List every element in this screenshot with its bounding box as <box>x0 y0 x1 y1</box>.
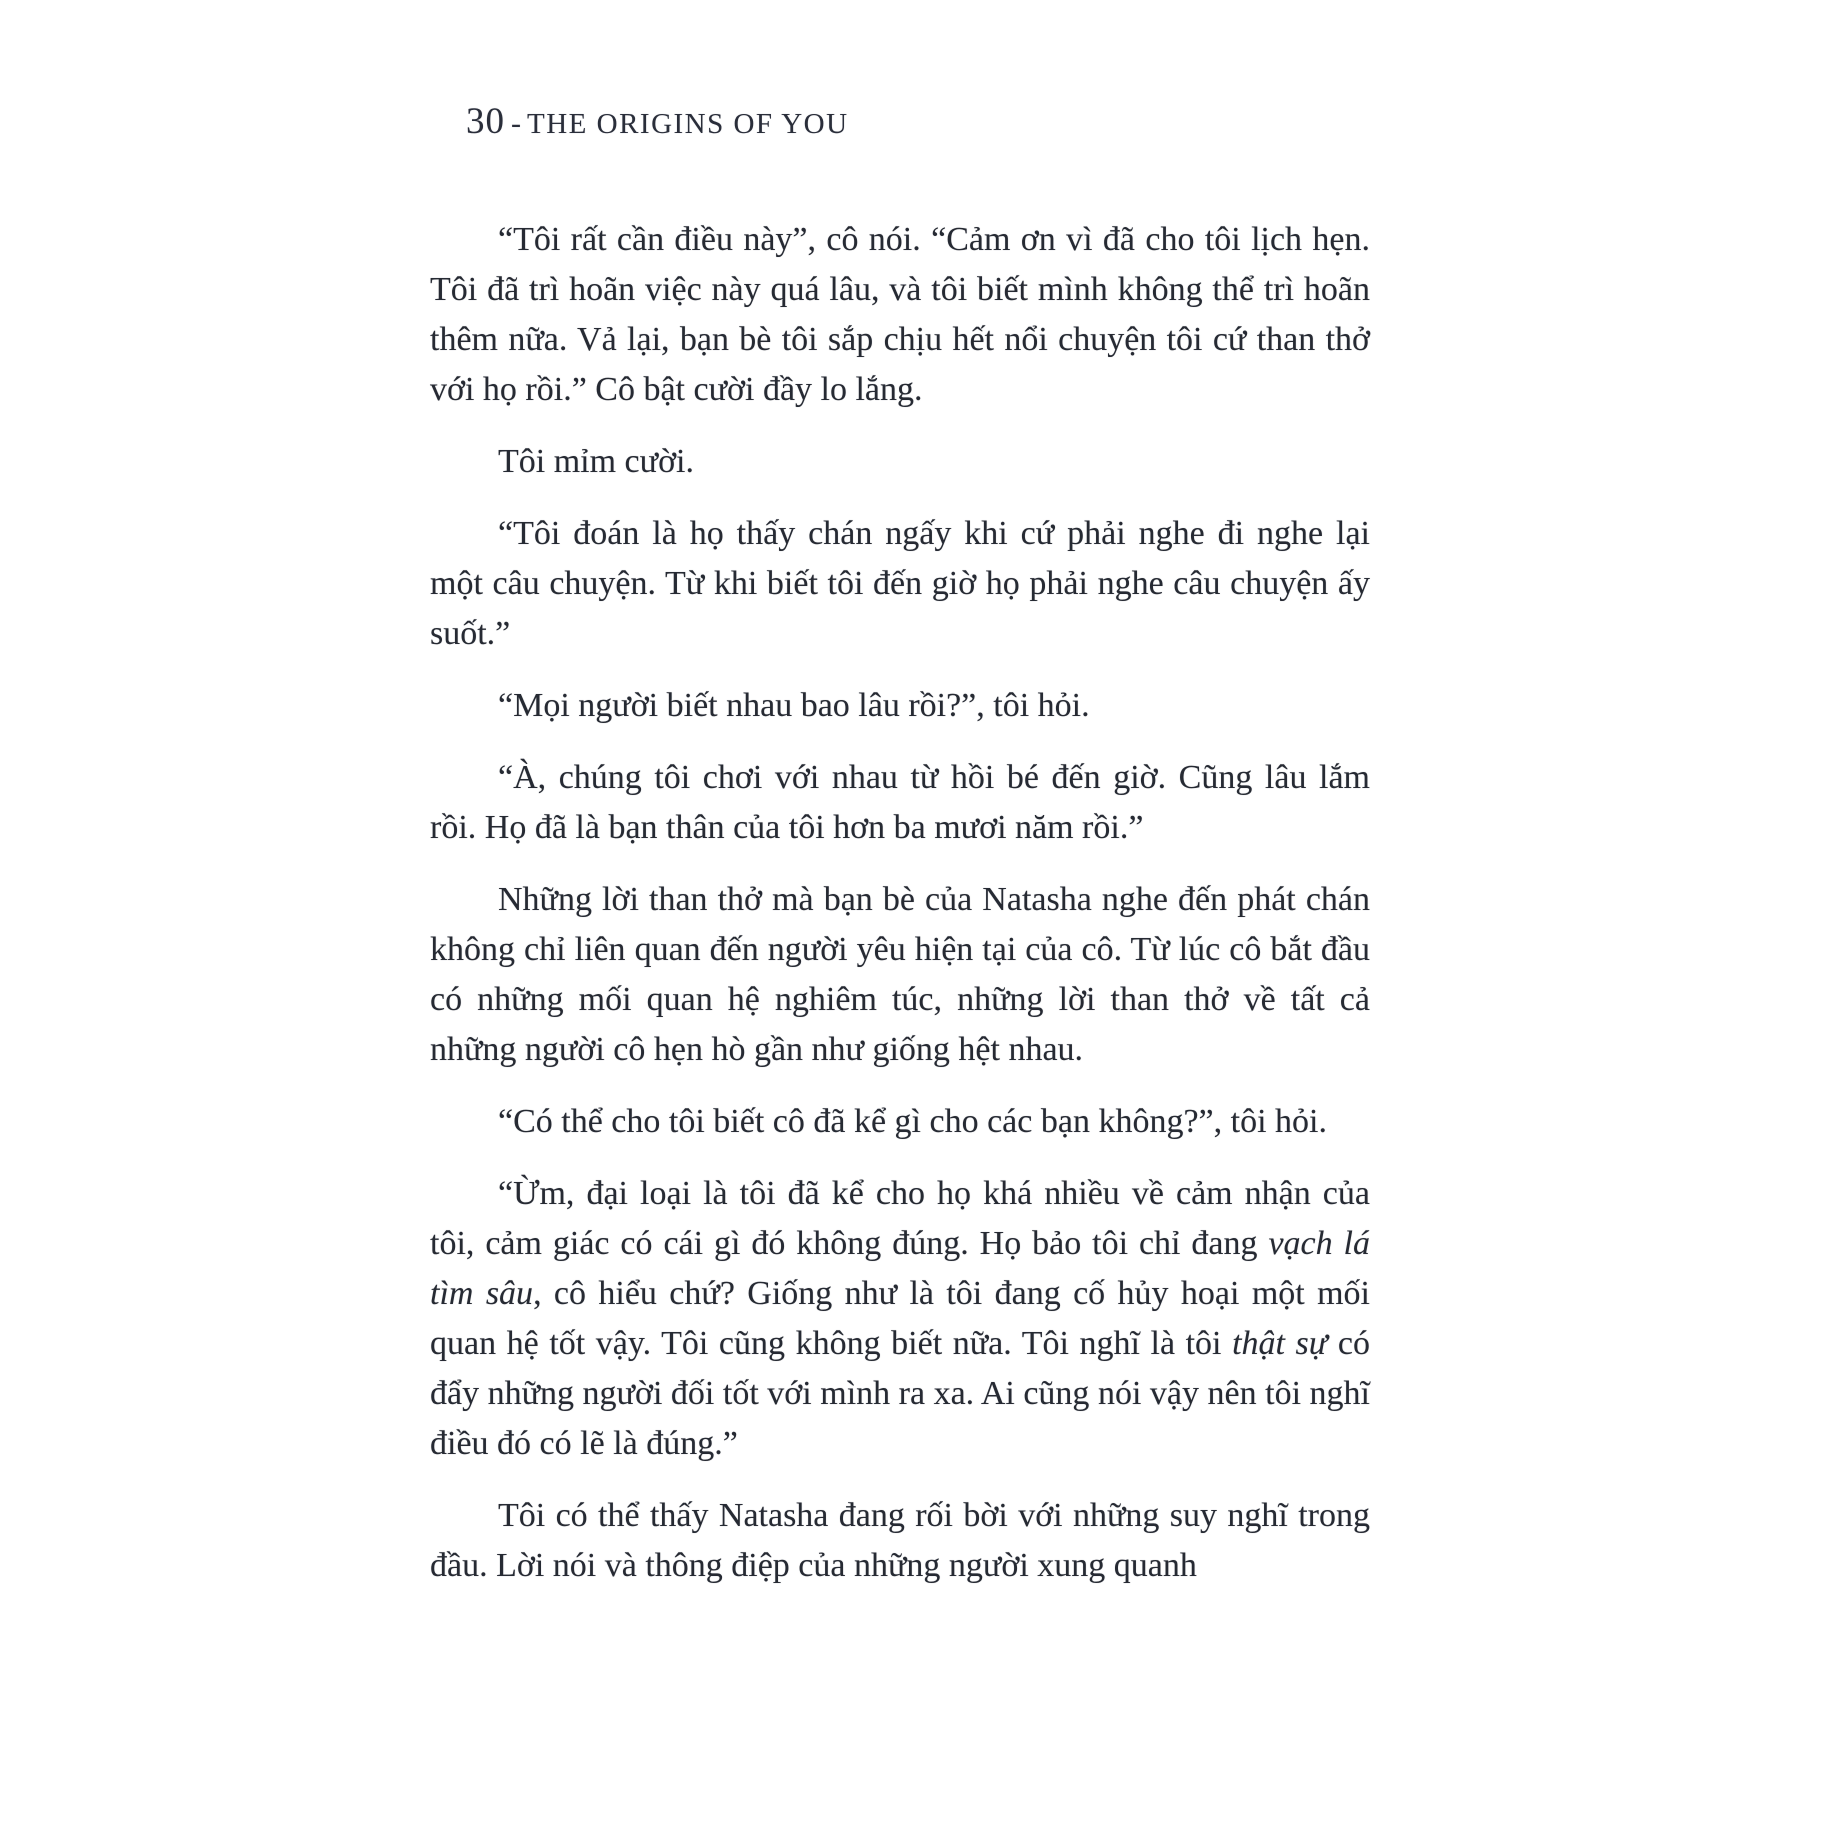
text-segment: , cô hiểu chứ? Giống như là tôi đang cố hủy hoại một mối quan hệ tốt vậy. Tôi cũng không biết nữa. Tôi nghĩ là tôi <box>430 1275 1370 1362</box>
paragraph <box>430 437 1370 487</box>
text-segment: “Tôi rất cần điều này”, cô nói. “Cảm ơn vì đã cho tôi lịch hẹn. Tôi đã trì hoãn việc này quá lâu, và tôi biết mình không thể trì hoãn thêm nữa. Vả lại, bạn bè tôi sắp chịu hết nổi chuyện tôi cứ than thở với họ rồi.” Cô bật cười đầy lo lắng. <box>430 221 1370 408</box>
paragraph <box>430 875 1370 1075</box>
text-segment: Những lời than thở mà bạn bè của Natasha nghe đến phát chán không chỉ liên quan đến người yêu hiện tại của cô. Từ lúc cô bắt đầu có những mối quan hệ nghiêm túc, những lời than thở về tất cả những người cô hẹn hò gần như giống hệt nhau. <box>430 881 1370 1068</box>
text-segment: “Ừm, đại loại là tôi đã kể cho họ khá nhiều về cảm nhận của tôi, cảm giác có cái gì đó không đúng. Họ bảo tôi chỉ đang <box>430 1175 1370 1262</box>
book-title: THE ORIGINS OF YOU <box>527 108 849 140</box>
text-segment: “Có thể cho tôi biết cô đã kể gì cho các bạn không?”, tôi hỏi. <box>498 1103 1327 1140</box>
text-segment: “À, chúng tôi chơi với nhau từ hồi bé đến giờ. Cũng lâu lắm rồi. Họ đã là bạn thân của tôi hơn ba mươi năm rồi.” <box>430 759 1370 846</box>
italic-phrase: thật sự <box>1232 1325 1328 1362</box>
paragraph <box>430 1169 1370 1469</box>
header-separator: - <box>511 107 521 140</box>
text-segment: có đẩy những người đối tốt với mình ra xa. Ai cũng nói vậy nên tôi nghĩ điều đó có lẽ là đúng.” <box>430 1325 1370 1462</box>
text-segment: “Tôi đoán là họ thấy chán ngấy khi cứ phải nghe đi nghe lại một câu chuyện. Từ khi biết tôi đến giờ họ phải nghe câu chuyện ấy suốt.” <box>430 515 1370 652</box>
text-segment: Tôi mỉm cười. <box>498 443 694 480</box>
text-segment: “Mọi người biết nhau bao lâu rồi?”, tôi hỏi. <box>498 687 1090 724</box>
paragraph <box>430 681 1370 731</box>
book-page <box>430 100 1370 1613</box>
italic-phrase: vạch lá tìm sâu <box>430 1225 1370 1312</box>
paragraph <box>430 509 1370 659</box>
paragraph <box>430 215 1370 415</box>
running-header <box>466 100 1370 143</box>
paragraph <box>430 753 1370 853</box>
body-text <box>430 215 1370 1591</box>
paragraph <box>430 1491 1370 1591</box>
page-number: 30 <box>466 101 505 142</box>
text-segment: Tôi có thể thấy Natasha đang rối bời với những suy nghĩ trong đầu. Lời nói và thông điệp của những người xung quanh <box>430 1497 1370 1584</box>
paragraph <box>430 1097 1370 1147</box>
